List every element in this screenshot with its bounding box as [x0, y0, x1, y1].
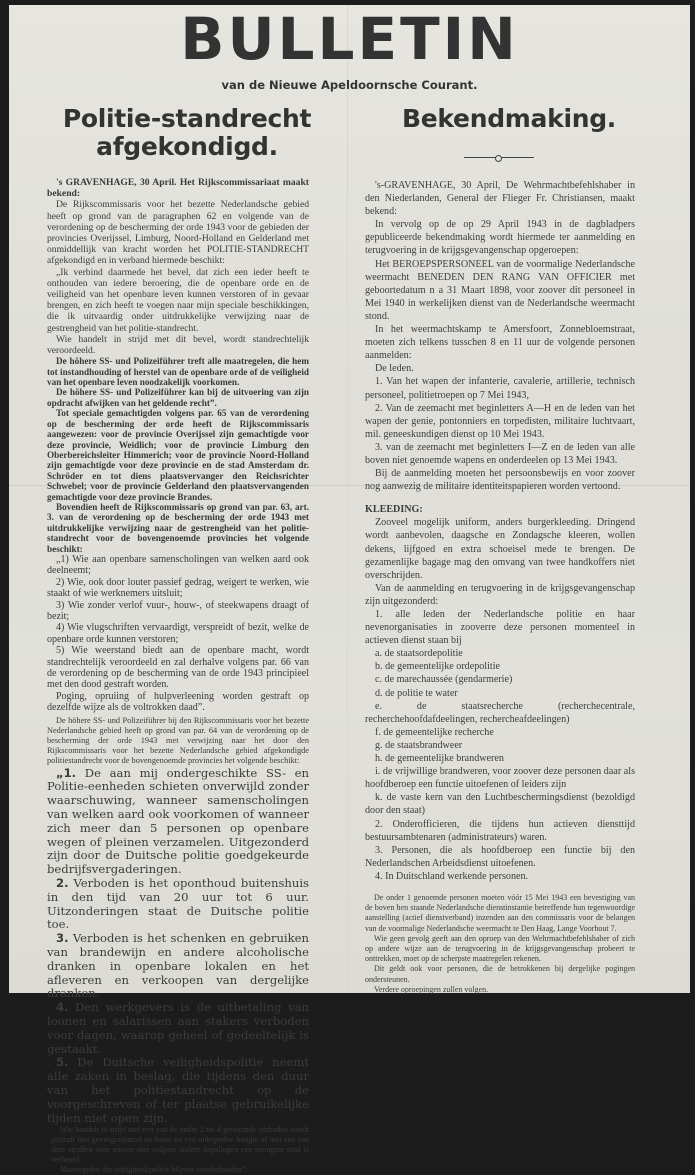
headline-bekendmaking: Bekendmaking.	[401, 104, 617, 133]
order-number: 3.	[56, 931, 69, 946]
paragraph: Zooveel mogelijk uniform, anders burgerkleeding. Dringend wordt aanbevolen, daagsche en Zondagsche kleeren, wollen dekens, lijfgoed en extra schoeisel mede te brengen. De gezamenlijke bagage mag den omvang van twee handkoffers niet overschrijden.	[365, 517, 635, 581]
prohibition-item: 5) Wie weerstand biedt aan de openbare macht, wordt standrechtelijk veroordeeld en zal derhalve volgens par. 66 van de verordening op de bescherming van de orde 1943 principieel met den dood gestraft worden.	[47, 645, 309, 691]
paragraph: Bij de aanmelding moeten het persoonsbewijs en voor zoover nog aanwezig de militaire identiteitspapieren worden vertoond.	[365, 468, 635, 493]
right-footer	[365, 893, 635, 995]
left-bold-section	[47, 356, 309, 554]
left-footer	[47, 1125, 309, 1175]
order-item	[47, 767, 309, 877]
paragraph: De höhere SS- und Polizeiführer treft alle maatregelen, die hem tot instandhouding of herstel van de openbare orde of de veiligheid van het openbare leven noodzakelijk voorkomen.	[47, 356, 309, 388]
paragraph: Verdere oproepingen zullen volgen.	[374, 984, 489, 994]
paragraph: Van de aanmelding en terugvoering in de krijgsgevangenschap zijn uitgezonderd:	[365, 582, 635, 607]
left-column	[47, 177, 309, 1175]
divider-ornament	[464, 155, 534, 161]
paragraph: Tot speciale gemachtigden volgens par. 65 van de verordening op de bescherming der orde heeft de Rijkscommissaris aangewezen: voor de provincie Overijssel zijn gemachtigde voor deze provincie, Weidlich; voor de provincie Limburg den Oberbereichsleiter Himmerich; voor de provincie Noord-Holland zijn gemachtigde voor deze provincie en de stad Amsterdam dr. Schröder en tot diens plaatsvervanger den Reichsrichter Schwebel; voor de provincie Gelderland den plaatsvervangenden gemachtigde voor deze provincie Brandes.	[47, 408, 309, 502]
masthead-title: BULLETIN	[180, 5, 519, 73]
exempt-sub-item: i. de vrijwillige brandweren, voor zoover deze personen daar als hoofdberoep een functie uitoefenen of leiders zijn	[365, 766, 635, 791]
exempt-sub-item: e. de staatsrecherche (recherchecentrale, recherchehoofdafdeelingen, rechercheafdeelingen)	[365, 700, 635, 725]
headline-line: afgekondigd.	[96, 132, 278, 161]
paragraph: De leden.	[375, 363, 414, 375]
headline-politie-standrecht	[37, 105, 337, 161]
prohibition-item: 3) Wie zonder verlof vuur-, houw-, of steekwapens draagt of bezit;	[47, 599, 309, 622]
order-text: Verboden is het oponthoud buitenshuis in den tijd van 20 uur tot 6 uur. Uitzonderingen staat de Duitsche politie toe.	[47, 876, 310, 932]
prohibition-item: 4) Wie vlugschriften vervaardigt, verspreidt of bezit, welke de openbare orde kunnen verstoren;	[47, 622, 309, 645]
divider-dot-icon	[495, 155, 502, 162]
order-text: Verboden is het schenken en gebruiken van brandewijn en andere alcoholische dranken in openbare lokalen en het afleveren en verkoopen van dergelijke dranken.	[47, 931, 309, 1001]
exempt-sub-item: d. de politie te water	[375, 687, 458, 699]
group-item: 3. van de zeemacht met beginletters I—Z en de leden van alle boven niet genoemde wapens en onderdeelen op 13 Mei 1943.	[365, 441, 635, 466]
prohibition-item: Poging, opruiing of hulpverleening worden gestraft op dezelfde wijze als de voltrokken daad”.	[47, 690, 309, 714]
exempt-sub-item: g. de staatsbrandweer	[375, 739, 463, 751]
paragraph: Maatregelen der veiligheidspolitie blijven voorbehouden”.	[60, 1165, 248, 1175]
paragraph: In het weermachtskamp te Amersfoort, Zonnebloemstraat, moeten zich telkens tusschen 8 en 11 uur de volgende personen aanmelden:	[365, 324, 635, 362]
order-number: „1.	[56, 765, 77, 780]
masthead-subtitle: van de Nieuwe Apeldoornsche Courant.	[221, 78, 478, 92]
exempt-sub-item: a. de staatsordepolitie	[375, 648, 463, 660]
headline-line: Politie-standrecht	[62, 104, 312, 133]
exempt-sub-item: h. de gemeentelijke brandweren	[375, 753, 504, 765]
order-text: De aan mij ondergeschikte SS- en Politie-eenheden schieten onverwijld zonder waarschuwing, wanneer samenscholingen van welken aard ook voorkomen of wanneer zich meer dan 5 personen op openbare wegen of pleinen verzamelen. Uitgezonderd zijn door de Duitsche politie goedgekeurde bedrijfsvergaderingen.	[47, 765, 309, 877]
left-prohibitions	[47, 554, 309, 714]
paragraph: De höhere SS- und Polizeiführer bij den Rijkscommissaris voor het bezette Nederlandsche gebied heeft op grond van par. 64 van de verordening op de bescherming der orde 1943 met verwijzing naar het door den Rijkscommissaris voor het bezette Nederlandsche gebied afgekondigde politiestandrecht voor de bovengenoemde provincies het volgende beschikt:	[47, 715, 309, 766]
group-item: 1. Van het wapen der infanterie, cavalerie, artillerie, technisch personeel, politietroepen op 7 Mei 1943,	[365, 376, 635, 401]
order-item	[47, 1001, 309, 1056]
exempt-sub-item: k. de vaste kern van den Luchtbeschermingsdienst (bezoldigd door den staat)	[365, 792, 635, 817]
fold-line-vertical	[347, 5, 348, 993]
paragraph: Wie handelt in strijd met een van de onder 2 tot 4 genoemde verboden wordt gestraft met gevangenisstraf en boete tot een onbeperkte hoogte of met een van deze straffen voor zoover niet volgens andere bepalingen een strengere straf is verbeurd.	[51, 1125, 309, 1165]
paragraph: 's-GRAVENHAGE, 30 April, De Wehrmachtbefehlshaber in den Niederlanden, General der Flieger Fr. Christiansen, maakt bekend:	[365, 180, 635, 218]
prohibition-item: 2) Wie, ook door louter passief gedrag, weigert te werken, wie staakt of wie werknemers uitsluit;	[47, 576, 309, 600]
right-column	[365, 179, 635, 995]
order-number: 4.	[56, 1000, 69, 1015]
order-item	[47, 1056, 309, 1125]
bulletin-poster	[9, 5, 690, 1175]
exempt-sub-item: b. de gemeentelijke ordepolitie	[375, 661, 501, 673]
paragraph: „Ik verbind daarmede het bevel, dat zich een ieder heeft te onthouden van iedere beroering, die de openbare orde en de veiligheid van het openbare leven kunnen verstoren of in gevaar brengen, en zich heeft te voegen naar mijn speciale beschikkingen, die ik uitvaardig onder uitdrukkelijke verwijzing naar de gestrengheid van het politie-standrecht.	[47, 266, 309, 334]
exempt-item: 2. Onderofficieren, die tijdens hun actieven diensttijd bestuursambtenaren (administrateurs) waren.	[365, 818, 635, 843]
clothing-heading: KLEEDING:	[365, 504, 423, 516]
exempt-item: 4. In Duitschland werkende personen.	[375, 870, 529, 882]
paragraph: De onder 1 genoemde personen moeten vóór 15 Mei 1943 een bevestiging van de boven hen staande Nederlandsche dienstinstantie betreffende hun tegenwoordige aanstelling (actief dienstverband) inzenden aan den commissaris voor de belangen van de voormalige Nederlandsche weermacht te Den Haag, Lange Voorhout 7.	[365, 892, 635, 933]
order-number: 2.	[56, 876, 69, 891]
left-intro-section	[47, 177, 309, 356]
exempt-sub-item: f. de gemeentelijke recherche	[375, 726, 494, 738]
group-item: 2. Van de zeemacht met beginletters A—H en de leden van het wapen der genie, pontonniers en torpedisten, militaire luchtvaart, mil. geneeskundigen dienst op 10 Mei 1943.	[365, 402, 635, 440]
order-number: 5.	[56, 1055, 69, 1070]
paragraph: Bovendien heeft de Rijkscommissaris op grond van par. 63, art. 3. van de verordening op de bescherming der orde 1943 met uitdrukkelijke verwijzing naar de gestrengheid van het politie-standrecht voor de bovengenoemde provincies het volgende beschikt:	[47, 501, 309, 554]
paragraph: Dit geldt ook voor personen, die de betrokkenen bij dergelijke pogingen ondersteunen.	[365, 964, 635, 984]
paragraph: Wie geen gevolg geeft aan den oproep van den Wehrmachtbefehlshaber of zich op andere wijze aan de terugvoering in de krijgsgevangenschap probeert te onttrekken, moet op de scherpste maatregelen rekenen.	[365, 933, 635, 964]
order-item	[47, 932, 309, 1001]
left-small-intro	[47, 716, 309, 767]
exempt-item: 3. Personen, die als hoofdberoep een functie bij den Nederlandschen Arbeidsdienst uitoefenen.	[365, 844, 635, 869]
order-item	[47, 877, 309, 932]
paragraph: De Rijkscommissaris voor het bezette Nederlandsche gebied heeft op grond van de paragraphen 62 en volgende van de verordening op de bescherming der orde 1943 voor de gebieden der provincies Overijssel, Limburg, Noord-Holland en Gelderland met onmiddellijk van kracht worden het POLITIE-STANDRECHT afgekondigd en in verband hiermede beschikt:	[47, 199, 309, 267]
exempt-item: 1. alle leden der Nederlandsche politie en haar nevenorganisaties in zooverre deze personen momenteel in actieven dienst staan bij	[365, 609, 635, 647]
paragraph: De höhere SS- und Polizeiführer kan bij de uitvoering van zijn opdracht afwijken van het geldende recht”.	[47, 387, 309, 408]
paragraph: 's GRAVENHAGE, 30 April. Het Rijkscommissariaat maakt bekend:	[47, 177, 309, 200]
paragraph: Het BEROEPSPERSONEEL van de voormalige Nederlandsche weermacht BENEDEN DEN RANG VAN OFFICIER met geboortedatum n a 31 Maart 1898, voor zoover dit personeel in Mei 1940 in werkelijken dienst van de Nederlandsche weermacht stond.	[365, 258, 635, 322]
paragraph: In vervolg op de op 29 April 1943 in de dagbladpers gepubliceerde bekendmaking wordt hiermede ter aanmelding en terugvoering in de krijgsgevangenschap opgeroepen:	[365, 219, 635, 257]
left-orders	[47, 767, 309, 1126]
exempt-sub-item: c. de marechaussée (gendarmerie)	[375, 674, 513, 686]
order-text: Den werkgevers is de uitbetaling van loonen en salarissen aan stakers verboden voor dagen, waarop geheel of gedeeltelijk is gestaakt.	[47, 1000, 310, 1056]
order-text: De Duitsche veiligheidspolitie neemt alle zaken in beslag, die tijdens den duur van het politiestandrecht op de voorgeschreven of ter plaatse gebruikelijke tijden niet open zijn.	[47, 1055, 310, 1125]
prohibition-item: „1) Wie aan openbare samenscholingen van welken aard ook deelneemt;	[47, 553, 309, 577]
paragraph: Wie handelt in strijd met dit bevel, wordt standrechtelijk veroordeeld.	[47, 333, 309, 357]
